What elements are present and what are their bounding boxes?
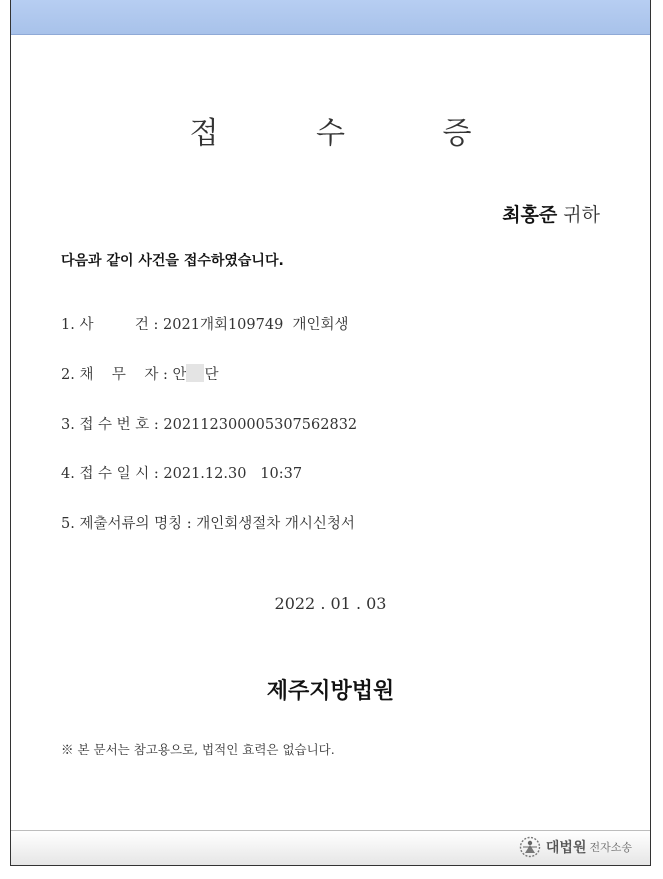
item-document-name-label: 5. 제출서류의 명칭 : <box>61 516 197 532</box>
item-document-name <box>61 512 355 533</box>
item-debtor <box>61 363 218 384</box>
intro-text: 다음과 같이 사건을 접수하였습니다. <box>61 253 284 269</box>
item-receipt-number-label: 3. 접 수 번 호 : <box>61 417 164 433</box>
recipient-name: 최홍준 <box>502 204 558 226</box>
item-case-value: 2021개회109749 개인회생 <box>163 317 349 333</box>
issue-date: 2022 . 01 . 03 <box>274 594 387 613</box>
notice-text: ※ 본 문서는 참고용으로, 법적인 효력은 없습니다. <box>61 742 335 757</box>
item-debtor-label: 2. 채 무 자 : <box>61 367 173 383</box>
item-debtor-value-end: 단 <box>204 367 219 383</box>
redaction-box <box>186 364 204 382</box>
item-receipt-datetime <box>61 462 302 483</box>
item-case <box>61 313 349 334</box>
recipient <box>502 200 600 227</box>
document-title: 접 수 증 <box>189 116 516 151</box>
logo-main-text: 대법원 <box>545 840 587 856</box>
footer-logo <box>518 836 632 858</box>
item-debtor-value-start: 안 <box>172 367 187 383</box>
item-receipt-number-value: 202112300005307562832 <box>163 417 358 433</box>
document-page <box>10 0 651 866</box>
item-receipt-datetime-label: 4. 접 수 일 시 : <box>61 466 164 482</box>
item-document-name-value: 개인회생절차 개시신청서 <box>196 516 355 532</box>
item-case-label: 1. 사 건 : <box>61 317 164 333</box>
item-receipt-datetime-value: 2021.12.30 10:37 <box>163 466 303 482</box>
court-emblem-icon <box>518 836 542 858</box>
logo-sub-text: 전자소송 <box>589 841 632 854</box>
recipient-suffix: 귀하 <box>557 204 600 226</box>
court-name: 제주지방법원 <box>266 679 395 704</box>
header-band <box>11 0 650 35</box>
item-receipt-number <box>61 413 357 434</box>
footer-band <box>11 830 650 865</box>
